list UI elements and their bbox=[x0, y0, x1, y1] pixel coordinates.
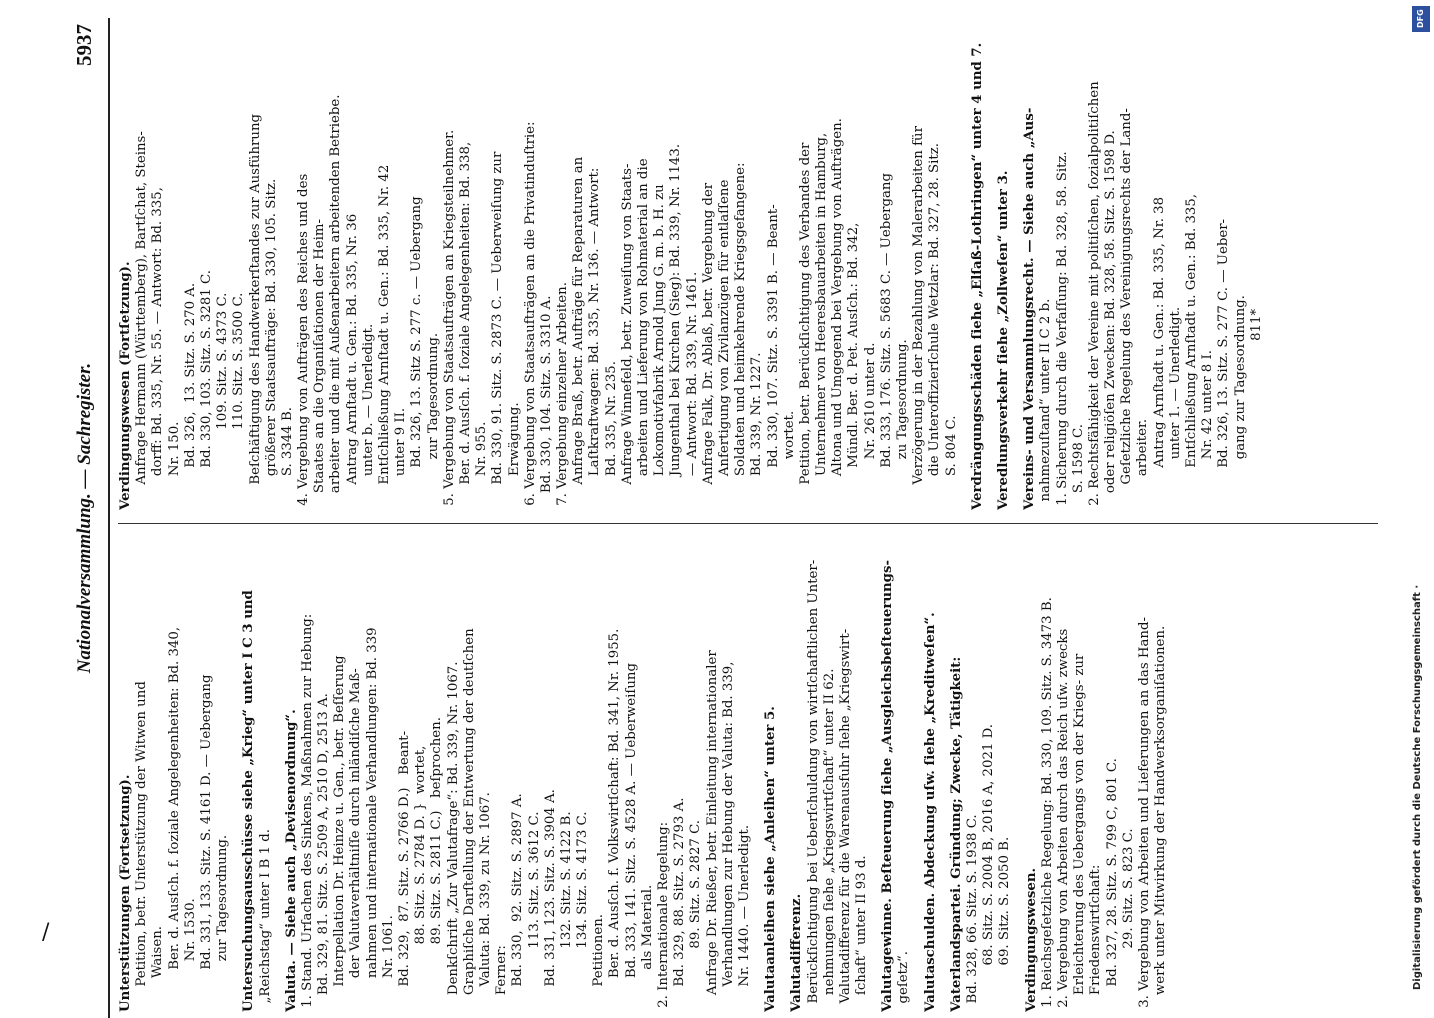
spacer bbox=[960, 30, 970, 510]
register-line: größerer Staatsaufträge: Bd. 330, 105. Sitz. bbox=[263, 178, 279, 510]
register-line: Antrag Arnſtadt u. Gen.: Bd. 335, Nr. 38 bbox=[1151, 196, 1167, 510]
register-line: 811* bbox=[1248, 308, 1264, 510]
register-line: der Valutaverhältniſſe durch inländiſche Maß- bbox=[348, 668, 364, 1012]
page-title: Nationalversammlung. — Sachregister. bbox=[74, 362, 95, 674]
register-line: geſetz“. bbox=[896, 951, 912, 1012]
register-heading: Valutadifferenz. bbox=[789, 893, 805, 1012]
register-heading: Untersuchungsausschüsse siehe „Krieg“ unter I C 3 und bbox=[241, 590, 257, 1012]
spacer bbox=[939, 532, 949, 1012]
register-line: 110. Sitz. S. 3500 C. bbox=[231, 292, 247, 510]
register-line: 6. Vergebung von Staatsaufträgen an die Privatinduſtrie: bbox=[522, 121, 538, 510]
register-line: Nr. 150. bbox=[166, 421, 182, 510]
register-line: Bd. 329, 87. Sitz. S. 2766 D.) Beant- bbox=[397, 730, 412, 1012]
register-line: Nr. 955. bbox=[474, 421, 490, 510]
register-line: Ferner: bbox=[494, 945, 510, 1012]
register-line: wortet. bbox=[781, 410, 797, 510]
register-line: 4. Vergebung von Aufträgen des Reiches und des bbox=[296, 173, 312, 510]
register-heading: Verdingungswesen (Fortſetzung). bbox=[118, 261, 133, 510]
register-line: Verzögerung in der Bezahlung von Malerarbeiten für bbox=[911, 126, 927, 510]
register-line: gang zur Tagesordnung. bbox=[1232, 295, 1248, 510]
register-line: 109. Sitz. S. 4373 C. bbox=[215, 292, 231, 510]
register-line: 7. Vergebung einzelner Arbeiten. bbox=[555, 282, 571, 510]
register-line: 1. Reichsgeſetzliche Regelung: Bd. 330, 109. Sitz. S. 3473 B. bbox=[1039, 597, 1055, 1012]
register-line: Bd. 330, 104. Sitz. S. 3310 A. bbox=[538, 295, 554, 510]
spacer bbox=[870, 532, 880, 1012]
spacer bbox=[986, 30, 996, 510]
register-line: 113. Sitz. S. 3612 C. bbox=[526, 811, 542, 1012]
register-line: S. 3344 B. bbox=[279, 407, 295, 510]
register-line: 2. Vergebung von Arbeiten durch das Reich uſw. zwecks bbox=[1055, 628, 1071, 1012]
register-line: Friedenswirtſchaft: bbox=[1088, 864, 1104, 1012]
register-line: 2. Internationale Regelung: bbox=[656, 821, 671, 1012]
register-line: arbeiten und Lieferung von Rohmaterial an die bbox=[636, 158, 651, 510]
right-column bbox=[118, 30, 1388, 510]
register-line: Nr. 1061. bbox=[380, 915, 396, 1012]
column-divider bbox=[118, 523, 1378, 524]
register-line: zur Tagesordnung. bbox=[425, 332, 441, 510]
register-line: Mündl. Ber. d. Pet. Ausſch.: Bd. 342, bbox=[846, 222, 862, 510]
page-header bbox=[68, 18, 110, 1018]
register-heading: Valutagewinne. Beſteuerung ſiehe „Ausgleichsbeſteuerungs- bbox=[880, 560, 896, 1012]
register-line: Bd. 339, Nr. 1227. bbox=[749, 352, 765, 510]
register-line: Anfrage Hermann (Württemberg), Bartſchat, Steins- bbox=[134, 131, 150, 510]
register-line: Ber. d. Ausſch. f. ſoziale Angelegenheiten: Bd. 340, bbox=[166, 626, 182, 1012]
register-heading: Vaterlandspartei. Gründung; Zwecke, Tätigkeit: bbox=[948, 656, 964, 1012]
register-line: Altona und Umgegend bei Vergebung von Aufträgen. bbox=[830, 118, 846, 510]
register-line: die Unteroffizierſchule Wetzlar: Bd. 327, 28. Sitz. bbox=[927, 143, 943, 510]
spacer bbox=[779, 532, 789, 1012]
spacer bbox=[274, 532, 284, 1012]
register-line: Entſchließung Arnſtadt u. Gen.: Bd. 335, bbox=[1184, 193, 1199, 510]
register-line: 68. Sitz. S. 2004 B, 2016 A, 2021 D. bbox=[981, 723, 997, 1012]
register-line: Denkſchrift „Zur Valutafrage“: Bd. 339, Nr. 1067. bbox=[445, 661, 461, 1012]
register-line: Anfertigung von Zivilanzügen für entlaſſene bbox=[716, 179, 732, 510]
register-line: Soldaten und heimkehrende Kriegsgefangene: bbox=[733, 162, 749, 510]
register-line: Bd. 330, 91. Sitz. S. 2873 C. — Ueberweiſung zur bbox=[490, 151, 506, 510]
register-line: Bd. 335, Nr. 235. bbox=[603, 361, 619, 510]
register-heading: Valutaschulden. Abdeckung uſw. ſiehe „Kreditweſen“. bbox=[922, 612, 938, 1012]
register-line: unter b. — Unerledigt. bbox=[360, 323, 376, 510]
register-line: Bd. 331, 123. Sitz. S. 3904 A. bbox=[542, 789, 558, 1012]
register-line: 29. Sitz. S. 823 C. bbox=[1120, 828, 1136, 1012]
register-line: Entſchließung Arnſtadt u. Gen.: Bd. 335, Nr. 42 bbox=[377, 164, 392, 510]
register-line: Bd. 327, 28. Sitz. S. 799 C, 801 C. bbox=[1104, 758, 1120, 1012]
register-line: Lokomotivfabrik Arnold Jung G. m. b. H. zu bbox=[652, 184, 668, 510]
register-heading: Valutaanleihen siehe „Anleihen“ unter 5. bbox=[763, 706, 779, 1012]
spacer bbox=[1014, 532, 1024, 1012]
register-line: arbeiter und die mit Außenarbeitern arbeitenden Betriebe. bbox=[328, 94, 344, 510]
register-line: Beſchäftigung des Handwerkerſtandes zur Ausführung bbox=[247, 113, 263, 510]
register-line: arbeiter. bbox=[1135, 418, 1151, 510]
register-heading: Verdingungswesen. bbox=[1023, 867, 1039, 1012]
register-line: Ber. d. Ausſch. f. Volkswirtſchaft: Bd. 341, Nr. 1955. bbox=[607, 628, 623, 1012]
register-line: zur Tagesordnung. bbox=[215, 834, 231, 1012]
register-line: Bd. 329, 88. Sitz. S. 2793 A. bbox=[672, 797, 688, 1012]
side-margin bbox=[1410, 0, 1434, 1000]
register-line: Interpellation Dr. Heinze u. Gen., betr. Beſſerung bbox=[332, 655, 348, 1012]
register-line: werk unter Mitwirkung der Handwerksorganiſationen. bbox=[1153, 625, 1169, 1012]
register-line: Bd. 330, 107. Sitz. S. 3391 B. — Beant- bbox=[765, 204, 781, 510]
register-line: Petition, betr. Unterstützung der Witwen und bbox=[134, 681, 150, 1012]
register-line: 3. Vergebung von Arbeiten und Lieferungen an das Hand- bbox=[1136, 617, 1152, 1012]
register-line: Anfrage Braß, betr. Aufträge für Reparaturen an bbox=[571, 156, 587, 510]
register-line: 1. Sicherung durch die Verfaſſung: Bd. 328, 58. Sitz. bbox=[1054, 151, 1070, 510]
register-line: Bd. 330, 103. Sitz. S. 3281 C. bbox=[198, 270, 214, 510]
register-line: Erwägung. bbox=[506, 402, 522, 510]
spacer bbox=[1012, 30, 1022, 510]
dfg-logo: DFG bbox=[1412, 6, 1430, 32]
register-line: Graphiſche Darſtellung der Entwertung der deutſchen bbox=[461, 628, 477, 1012]
register-line: Berückſichtigung bei Ueberſchuldung von wirtſchaftlichen Unter- bbox=[805, 559, 821, 1012]
register-line: Unternehmer von Heeresbauarbeiten in Hamburg, bbox=[814, 132, 830, 510]
stray-mark: / bbox=[42, 920, 50, 945]
spacer bbox=[231, 532, 241, 1012]
register-line: Jungenthal bei Kirchen (Sieg): Bd. 339, Nr. 1143. bbox=[668, 143, 684, 510]
register-line: Nr. 2610 unter d. bbox=[862, 342, 878, 510]
register-line: Valuta: Bd. 339, zu Nr. 1067. bbox=[477, 792, 493, 1012]
spacer bbox=[753, 532, 763, 1012]
register-line: Antrag Arnſtadt u. Gen.: Bd. 335, Nr. 36 bbox=[344, 213, 360, 510]
register-heading: Unterstützungen (Fortsetzung). bbox=[118, 774, 133, 1012]
register-line: Petitionen. bbox=[591, 914, 607, 1012]
register-line: Nr. 42 unter 8 I. bbox=[1200, 350, 1216, 510]
register-line: zu Tagesordnung. bbox=[895, 339, 910, 510]
register-line: Bd. 330, 92. Sitz. S. 2897 A. bbox=[510, 793, 526, 1012]
register-line: 132. Sitz. S. 4122 B. bbox=[558, 811, 574, 1012]
register-line: nehmungen ſiehe „Kriegswirtſchaft“ unter II 62. bbox=[821, 668, 837, 1012]
register-line: Petition, betr. Berückſichtigung des Verbandes der bbox=[797, 142, 813, 510]
register-line: Bd. 331, 133. Sitz. S. 4161 D. — Uebergang bbox=[198, 674, 214, 1012]
register-line: Bd. 333, 176. Sitz. S. 5683 C. — Uebergang bbox=[878, 173, 894, 510]
register-heading: Veredlungsverkehr ſiehe „Zollweſen“ unter 3. bbox=[995, 170, 1011, 510]
register-line: Valutadifferenz für die Warenausfuhr ſiehe „Kriegswirt- bbox=[837, 628, 853, 1012]
register-line: 89. Sitz. S. 2827 C. bbox=[688, 819, 704, 1012]
register-line: „Reichstag“ unter I B 1 d. bbox=[257, 829, 273, 1012]
register-line: S. 1598 C. bbox=[1070, 424, 1086, 510]
register-line: Nr. 1440. — Unerledigt. bbox=[736, 824, 752, 1012]
register-line: oder religiöſen Zwecken: Bd. 328, 58. Sitz. S. 1598 D. bbox=[1103, 130, 1119, 510]
rotated-register-page bbox=[68, 18, 1408, 1018]
register-line: 1. Stand. Urſachen des Sinkens, Maßnahmen zur Hebung: bbox=[299, 613, 315, 1012]
register-heading: Valuta. — Siehe auch „Devisenordnung“. bbox=[283, 709, 299, 1012]
register-line: 134. Sitz. S. 4173 C. bbox=[575, 811, 591, 1012]
register-line: 69. Sitz. S. 2050 B. bbox=[997, 836, 1013, 1012]
register-line: Anfrage Winnefeld, betr. Zuweiſung von Staats- bbox=[619, 163, 635, 510]
register-line: Nr. 1530. bbox=[182, 898, 198, 1012]
register-line: Bd. 326, 13. Sitz S. 277 c. — Uebergang bbox=[409, 196, 425, 510]
register-line: Bd. 333, 141. Sitz. S. 4528 A. — Ueberweiſung bbox=[623, 663, 639, 1012]
register-line: als Material. bbox=[639, 884, 655, 1012]
register-line: Bd. 328, 66. Sitz. S. 1938 C. bbox=[965, 814, 980, 1012]
register-line: nahmen und internationale Verhandlungen: Bd. 339 bbox=[364, 627, 380, 1012]
register-line: S. 804 C. bbox=[943, 415, 959, 510]
register-line: Bd. 326, 13. Sitz. S. 270 A. bbox=[182, 282, 198, 510]
register-line: dorff: Bd. 335, Nr. 55. — Antwort: Bd. 335, bbox=[150, 187, 166, 510]
register-line: Bd. 329, 81. Sitz. S. 2509 A, 2510 D, 2513 A. bbox=[316, 693, 332, 1012]
register-heading: Vereins- und Versammlungsrecht. — Siehe auch „Aus- bbox=[1022, 107, 1038, 510]
page-number: 5937 bbox=[72, 24, 96, 66]
register-line: 89. Sitz. S. 2811 C.) beſprochen. bbox=[429, 717, 445, 1012]
register-line: 2. Rechtsfähigkeit der Vereine mit politiſchen, ſozialpolitiſchen bbox=[1086, 81, 1102, 510]
register-line: Staates an die Organiſationen der Heim- bbox=[312, 218, 328, 510]
register-line: Anfrage Dr. Rießer, betr. Einleitung internationaler bbox=[704, 650, 720, 1012]
register-line: unter 1. — Unerledigt. bbox=[1167, 306, 1183, 510]
register-heading: Verdrängungsschäden ſiehe „Elſaß-Lothringen“ unter 4 und 7. bbox=[969, 42, 985, 510]
register-line: Laſtkraftwagen: Bd. 335, Nr. 136. — Antwort: bbox=[587, 167, 603, 510]
register-line: Geſetzliche Regelung des Vereinigungsrechts der Land- bbox=[1119, 108, 1135, 510]
register-line: 5. Vergebung von Staatsaufträgen an Kriegsteilnehmer. bbox=[441, 129, 457, 510]
register-line: Bd. 326, 13. Sitz. S. 277 C. — Ueber- bbox=[1216, 218, 1232, 510]
register-line: ſchaft“ unter II 93 d. bbox=[854, 855, 870, 1012]
register-line: Waisen. bbox=[150, 926, 166, 1012]
left-column bbox=[118, 532, 1388, 1012]
register-line: Verhandlungen zur Hebung der Valuta: Bd. 339, bbox=[720, 661, 736, 1012]
register-line: — Antwort: Bd. 339, Nr. 1461. bbox=[684, 271, 700, 510]
spacer bbox=[913, 532, 923, 1012]
register-line: Ber. d. Ausſch. f. ſoziale Angelegenheiten: Bd. 338, bbox=[457, 141, 473, 510]
register-line: 88. Sitz. S. 2784 D. } wortet, bbox=[413, 745, 429, 1012]
register-line: unter 9 II. bbox=[393, 407, 409, 510]
register-line: nahmezuſtand“ unter II C 2 b. bbox=[1038, 298, 1054, 510]
register-line: Anfrage Falk, Dr. Ablaß, betr. Vergebung der bbox=[700, 182, 716, 510]
register-line: Erleichterung des Uebergangs von der Kriegs- zur bbox=[1072, 653, 1088, 1012]
digitization-note: Digitalisierung gefördert durch die Deutsche Forschungsgemeinschaft · bbox=[1412, 584, 1423, 990]
